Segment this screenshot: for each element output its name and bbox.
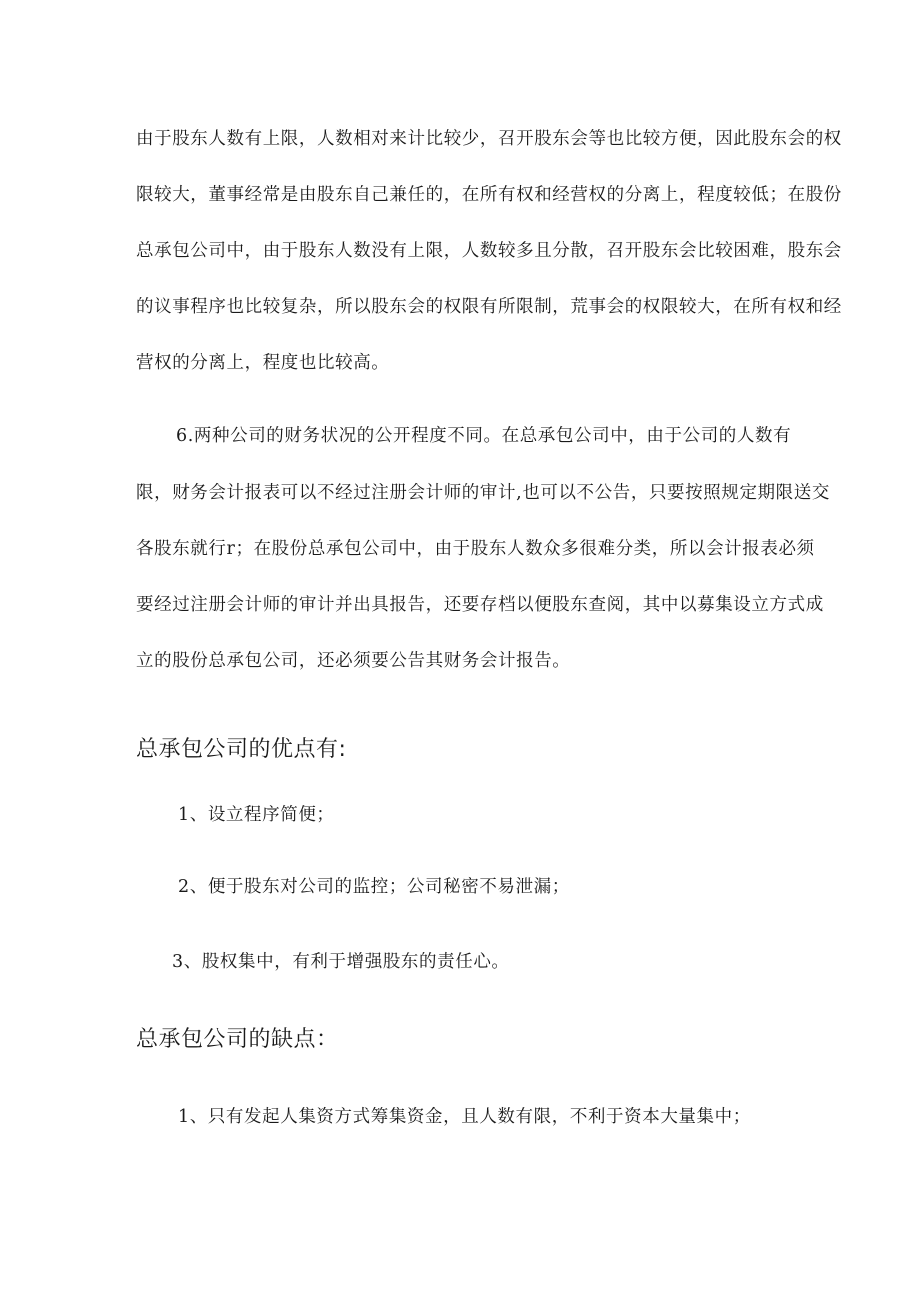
list-item: 3、股权集中，有利于增强股东的责任心。 — [172, 952, 510, 972]
paragraph-line: 营权的分离上，程度也比较高。 — [136, 353, 390, 373]
paragraph-line: 立的股份总承包公司，还必须要公告其财务会计报告。 — [136, 651, 571, 671]
paragraph-line: 限，财务会计报表可以不经过注册会计师的审计,也可以不公告，只要按照规定期限送交 — [136, 483, 830, 503]
list-item: 1、设立程序简便； — [178, 805, 335, 825]
advantages-heading: 总承包公司的优点有: — [136, 737, 347, 762]
paragraph-line: 要经过注册会计师的审计并出具报告，还要存档以便股东查阅，其中以募集设立方式成 — [136, 595, 824, 615]
paragraph-line: 的议事程序也比较复杂，所以股东会的权限有所限制，荒事会的权限较大，在所有权和经 — [136, 297, 842, 317]
list-item: 1、只有发起人集资方式筹集资金，且人数有限，不利于资本大量集中； — [178, 1107, 751, 1127]
paragraph-line: 总承包公司中，由于股东人数没有上限，人数较多且分散，召开股东会比较困难，股东会 — [136, 241, 842, 261]
list-item: 2、便于股东对公司的监控；公司秘密不易泄漏； — [178, 877, 570, 897]
disadvantages-heading: 总承包公司的缺点： — [136, 1027, 339, 1052]
paragraph-line: 各股东就行r；在股份总承包公司中，由于股东人数众多很难分类，所以会计报表必须 — [136, 539, 815, 559]
paragraph-line: 由于股东人数有上限，人数相对来计比较少，召开股东会等也比较方便，因此股东会的权 — [136, 129, 842, 149]
paragraph-line: 限较大，董事经常是由股东自己兼任的，在所有权和经营权的分离上，程度较低；在股份 — [136, 185, 842, 205]
paragraph-line: 6.两种公司的财务状况的公开程度不同。在总承包公司中，由于公司的人数有 — [176, 426, 792, 446]
